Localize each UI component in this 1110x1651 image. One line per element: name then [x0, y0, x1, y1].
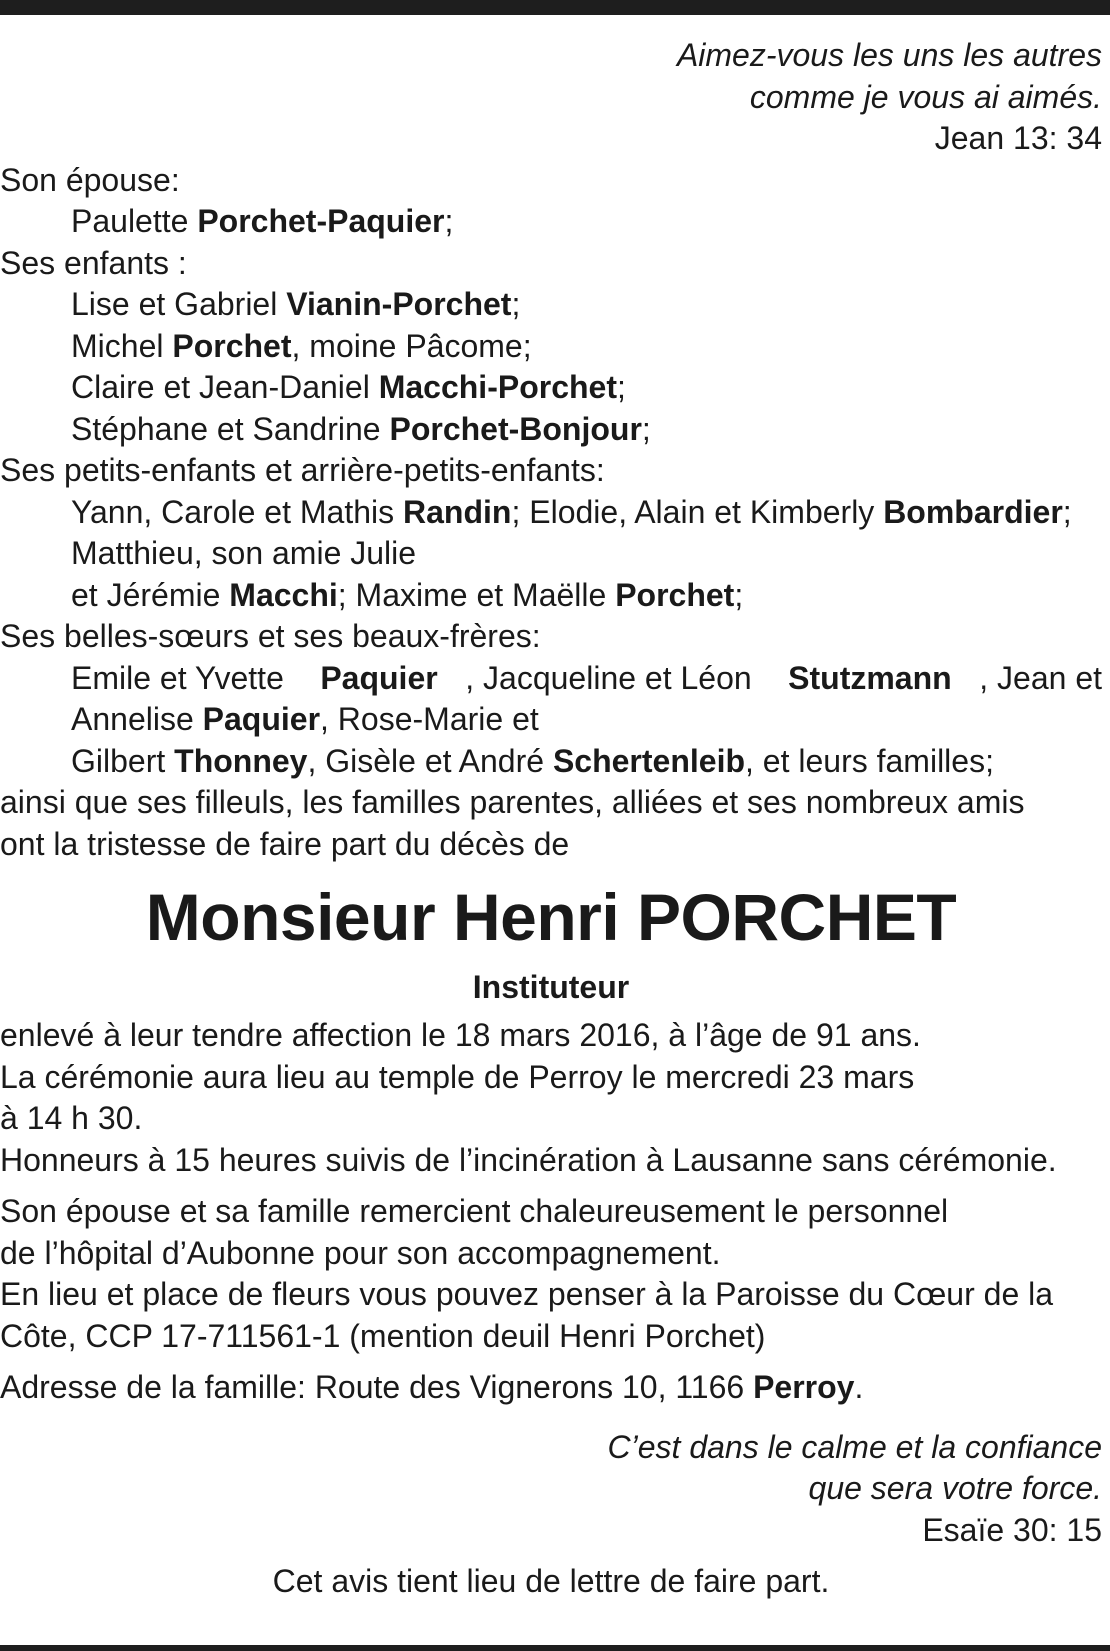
- obituary-notice: [0, 35, 1102, 1603]
- closing-line: ainsi que ses filleuls, les familles parentes, alliées et ses nombreux amis: [0, 784, 1025, 820]
- text: Emile et Yvette: [71, 659, 293, 696]
- spacer: [0, 1357, 1102, 1367]
- detail-line: Honneurs à 15 heures suivis de l’incinération à Lausanne sans cérémonie.: [0, 1141, 1057, 1178]
- inlaws-line: [0, 699, 1102, 741]
- text: ;: [734, 576, 744, 613]
- punctuation: ;: [444, 203, 454, 239]
- text: et Jérémie: [71, 576, 230, 613]
- family-name: Thonney: [174, 742, 308, 779]
- spacer: [0, 1181, 1102, 1191]
- text: Annelise: [71, 701, 203, 737]
- child-entry: [0, 409, 1102, 451]
- child-entry: [0, 284, 1102, 326]
- family-address: [0, 1367, 1102, 1409]
- spacer: [0, 1551, 1102, 1561]
- detail-line: à 14 h 30.: [0, 1100, 143, 1136]
- family-name: Porchet-Paquier: [197, 203, 445, 239]
- verse-bottom-reference: Esaïe 30: 15: [922, 1511, 1102, 1548]
- detail-line: La cérémonie aura lieu au temple de Perroy le mercredi 23 mars: [0, 1058, 915, 1095]
- text: , Rose-Marie et: [320, 701, 539, 737]
- inlaws-heading: Ses belles-sœurs et ses beaux-frères:: [0, 618, 541, 654]
- text: ;: [1062, 493, 1072, 530]
- text: Yann, Carole et Mathis: [71, 493, 404, 530]
- family-list: [0, 160, 1102, 866]
- detail-line: Son épouse et sa famille remercient chaleureusement le personnel: [0, 1193, 949, 1229]
- first-names: Michel: [71, 327, 173, 364]
- detail-line: Côte, CCP 17-711561-1 (mention deuil Henri Porchet): [0, 1317, 766, 1354]
- verse-bottom-line: que sera votre force.: [808, 1470, 1102, 1506]
- detail-line: enlevé à leur tendre affection le 18 mars 2016, à l’âge de 91 ans.: [0, 1017, 921, 1053]
- punctuation: , moine Pâcome;: [291, 327, 532, 364]
- text: Gilbert: [71, 742, 175, 779]
- first-names: Paulette: [71, 203, 198, 239]
- town: Perroy: [753, 1369, 855, 1405]
- text: Adresse de la famille: Route des Vignerons 10, 1166: [0, 1369, 754, 1405]
- spouse-heading: Son épouse:: [0, 161, 180, 198]
- grandchildren-line: [0, 575, 1102, 617]
- text: , Jacqueline et Léon: [465, 659, 761, 696]
- child-entry: [0, 326, 1102, 368]
- verse-bottom: [0, 1427, 1102, 1552]
- spouse-entry: [0, 201, 1102, 243]
- family-name: Porchet: [172, 327, 292, 364]
- closing-line: ont la tristesse de faire part du décès de: [0, 825, 570, 862]
- child-entry: [0, 367, 1102, 409]
- family-name: Porchet-Bonjour: [389, 410, 642, 447]
- family-name: Schertenleib: [552, 742, 745, 779]
- family-name: Randin: [403, 493, 512, 530]
- text: .: [854, 1369, 864, 1405]
- punctuation: ;: [616, 369, 626, 405]
- family-name: Paquier: [320, 659, 438, 696]
- detail-line: de l’hôpital d’Aubonne pour son accompagnement.: [0, 1234, 721, 1271]
- top-rule: [0, 0, 1110, 15]
- text: ; Elodie, Alain et Kimberly: [511, 493, 884, 530]
- grandchildren-line: [0, 492, 1102, 534]
- punctuation: ;: [511, 286, 521, 322]
- footer-note: Cet avis tient lieu de lettre de faire part.: [272, 1563, 830, 1599]
- deceased-occupation: Instituteur: [472, 969, 630, 1005]
- inlaws-line: [0, 741, 1102, 783]
- grandchildren-heading: Ses petits-enfants et arrière-petits-enfants:: [0, 452, 605, 488]
- first-names: Lise et Gabriel: [71, 286, 287, 322]
- family-name: Stutzmann: [788, 659, 952, 696]
- inlaws-line: [0, 658, 1102, 700]
- family-name: Macchi-Porchet: [378, 369, 617, 405]
- text: , Jean et: [979, 659, 1102, 696]
- verse-top-line: comme je vous ai aimés.: [749, 78, 1102, 115]
- first-names: Claire et Jean-Daniel: [71, 369, 379, 405]
- verse-bottom-line: C’est dans le calme et la confiance: [607, 1428, 1102, 1465]
- verse-top-line: Aimez-vous les uns les autres: [676, 37, 1102, 73]
- deceased-name: Monsieur Henri PORCHET: [145, 880, 957, 954]
- family-name: Vianin-Porchet: [286, 286, 512, 322]
- spacer: [0, 1409, 1102, 1427]
- verse-top: [0, 35, 1102, 160]
- children-heading: Ses enfants :: [0, 244, 187, 281]
- text: ; Maxime et Maëlle: [337, 576, 616, 613]
- text: , Gisèle et André: [307, 742, 553, 779]
- ceremony-details: [0, 1015, 1102, 1409]
- grandchildren-line: Matthieu, son amie Julie: [71, 535, 417, 571]
- family-name: Macchi: [229, 576, 338, 613]
- family-name: Paquier: [202, 701, 321, 737]
- text: , et leurs familles;: [745, 742, 994, 779]
- verse-top-reference: Jean 13: 34: [934, 120, 1102, 156]
- detail-line: En lieu et place de fleurs vous pouvez penser à la Paroisse du Cœur de la: [0, 1276, 1054, 1312]
- first-names: Stéphane et Sandrine: [71, 410, 390, 447]
- family-name: Porchet: [615, 576, 735, 613]
- punctuation: ;: [641, 410, 651, 447]
- bottom-rule: [0, 1645, 1110, 1651]
- family-name: Bombardier: [883, 493, 1063, 530]
